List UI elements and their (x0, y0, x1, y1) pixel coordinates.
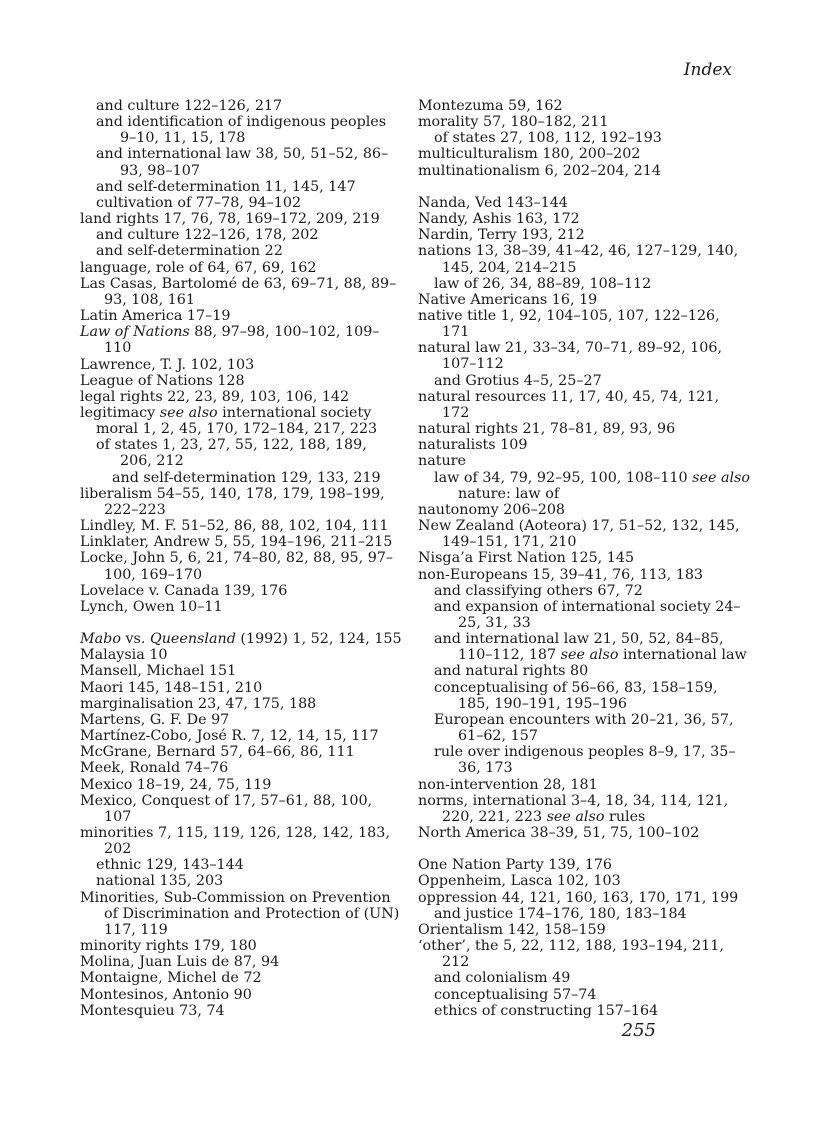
index-entry: multinationalism 6, 202–204, 214 (418, 162, 661, 179)
index-entry: morality 57, 180–182, 211 (418, 114, 609, 131)
index-entry-part: norms, international 3–4, 18, 34, 114, 121, 220, 221, 223 (418, 792, 729, 825)
index-entry: and self-determination 22 (96, 243, 283, 260)
page-number: 255 (621, 1020, 656, 1041)
index-entry-part: 88, 97–98, 100–102, 109–110 (104, 324, 380, 357)
index-entry: and colonialism 49 (434, 970, 571, 987)
index-entry (434, 631, 750, 663)
index-entry: and classifying others 67, 72 (434, 582, 643, 599)
index-entry: Montesquieu 73, 74 (80, 1002, 225, 1019)
index-entry-part: (1992) 1, 52, 124, 155 (235, 631, 402, 648)
index-entry: ethics of constructing 157–164 (434, 1002, 659, 1019)
index-entry: Oppenheim, Lasca 102, 103 (418, 873, 621, 890)
index-entry (80, 631, 402, 647)
index-entry (80, 405, 402, 421)
index-entry: ethnic 129, 143–144 (96, 857, 244, 874)
running-head: Index (683, 60, 732, 80)
index-entry: Martínez-Cobo, José R. 7, 12, 14, 15, 117 (80, 728, 379, 745)
index-entry: Maori 145, 148–151, 210 (80, 679, 263, 696)
index-entry: New Zealand (Aoteora) 17, 51–52, 132, 145, 149–151, 171, 210 (418, 518, 740, 551)
index-entry-part: Law of Nations (80, 324, 190, 341)
index-entry: marginalisation 23, 47, 175, 188 (80, 695, 317, 712)
index-entry: cultivation of 77–78, 94–102 (96, 194, 302, 211)
index-entry-part: nature: law of (458, 485, 560, 502)
index-entry: Nanda, Ved 143–144 (418, 194, 568, 211)
index-entry: One Nation Party 139, 176 (418, 857, 613, 874)
index-entry: rule over indigenous peoples 8–9, 17, 35–36, 173 (434, 744, 736, 777)
index-entry: naturalists 109 (418, 437, 528, 454)
index-entry-part: international law (618, 647, 747, 664)
index-entry-part: vs. (120, 631, 150, 648)
index-column-left (80, 98, 402, 1019)
index-entry-part: legitimacy (80, 404, 160, 421)
index-entry: land rights 17, 76, 78, 169–172, 209, 219 (80, 211, 380, 228)
index-entry-part: rules (604, 808, 646, 825)
index-entry: and culture 122–126, 217 (96, 98, 283, 114)
index-entry: Linklater, Andrew 5, 55, 194–196, 211–215 (80, 534, 393, 551)
index-entry: Montaigne, Michel de 72 (80, 970, 262, 987)
index-entry: Mansell, Michael 151 (80, 663, 237, 680)
index-entry (80, 324, 402, 356)
index-entry: moral 1, 2, 45, 170, 172–184, 217, 223 (96, 421, 378, 438)
index-entry: Martens, G. F. De 97 (80, 711, 230, 728)
index-entry: Lindley, M. F. 51–52, 86, 88, 102, 104, 111 (80, 518, 389, 535)
index-entry: European encounters with 20–21, 36, 57, 61–62, 157 (434, 711, 734, 745)
index-entry-part: Queensland (150, 631, 236, 648)
index-entry: ‘other’, the 5, 22, 112, 188, 193–194, 211, 212 (418, 938, 724, 971)
index-entry: Nandy, Ashis 163, 172 (418, 211, 580, 228)
index-entry: liberalism 54–55, 140, 178, 179, 198–199, 222–223 (80, 485, 385, 518)
index-entry: nations 13, 38–39, 41–42, 46, 127–129, 140, 145, 204, 214–215 (418, 243, 739, 276)
index-entry: Lynch, Owen 10–11 (80, 598, 223, 615)
index-entry: Nisga’a First Nation 125, 145 (418, 550, 635, 567)
index-entry: League of Nations 128 (80, 372, 245, 389)
index-entry: minorities 7, 115, 119, 126, 128, 142, 183, 202 (80, 825, 390, 858)
index-entry: oppression 44, 121, 160, 163, 170, 171, 199 (418, 889, 739, 906)
index-entry: and self-determination 129, 133, 219 (112, 469, 381, 486)
index-entry: Las Casas, Bartolomé de 63, 69–71, 88, 89–93, 108, 161 (80, 275, 397, 308)
index-entry: Lawrence, T. J. 102, 103 (80, 356, 255, 373)
index-entry: Latin America 17–19 (80, 308, 231, 325)
index-entry-part: see also (159, 404, 218, 421)
index-entry: Minorities, Sub-Commission on Prevention of Discrimination and Protection of (UN) 117, 119 (80, 889, 400, 938)
index-entry: Montezuma 59, 162 (418, 98, 563, 114)
index-entry: non-intervention 28, 181 (418, 776, 598, 793)
index-entry: of states 1, 23, 27, 55, 122, 188, 189, 206, 212 (96, 437, 367, 470)
index-entry: minority rights 179, 180 (80, 938, 257, 955)
index-entry: native title 1, 92, 104–105, 107, 122–126, 171 (418, 308, 720, 341)
index-entry: Montesinos, Antonio 90 (80, 986, 252, 1003)
index-entry: natural rights 21, 78–81, 89, 93, 96 (418, 421, 676, 438)
index-entry: Mexico 18–19, 24, 75, 119 (80, 776, 272, 793)
index-entry-part: see also (546, 808, 605, 825)
index-entry: Locke, John 5, 6, 21, 74–80, 82, 88, 95, 97–100, 169–170 (80, 550, 394, 583)
index-entry: language, role of 64, 67, 69, 162 (80, 259, 317, 276)
index-entry: and expansion of international society 24–25, 31, 33 (434, 598, 741, 631)
index-entry: Orientalism 142, 158–159 (418, 921, 606, 938)
index-entry (434, 470, 750, 502)
index-entry-part: law of 34, 79, 92–95, 100, 108–110 (434, 469, 693, 486)
index-entry: natural law 21, 33–34, 70–71, 89–92, 106, 107–112 (418, 340, 723, 373)
index-entry: nature (418, 453, 466, 470)
index-entry: and self-determination 11, 145, 147 (96, 178, 356, 195)
index-entry: conceptualising 57–74 (434, 986, 597, 1003)
index-entry: non-Europeans 15, 39–41, 76, 113, 183 (418, 566, 704, 583)
index-entry: natural resources 11, 17, 40, 45, 74, 121, 172 (418, 388, 720, 421)
index-entry: national 135, 203 (96, 873, 224, 890)
index-entry: Mexico, Conquest of 17, 57–61, 88, 100, 107 (80, 792, 373, 825)
index-entry: and identification of indigenous peoples 9–10, 11, 15, 178 (96, 114, 387, 147)
index-entry: Molina, Juan Luis de 87, 94 (80, 954, 280, 971)
index-entry: Malaysia 10 (80, 647, 168, 664)
index-entry-part: international society (217, 404, 372, 421)
index-entry-part: see also (692, 469, 750, 486)
index-entry (418, 793, 750, 825)
index-entry-part: and international law 21, 50, 52, 84–85, 110–112, 187 (434, 631, 724, 664)
index-column-right (418, 98, 750, 1019)
index-entry: Nardin, Terry 193, 212 (418, 227, 585, 244)
index-entry: Meek, Ronald 74–76 (80, 760, 229, 777)
index-entry: McGrane, Bernard 57, 64–66, 86, 111 (80, 744, 355, 761)
index-entry: and natural rights 80 (434, 663, 589, 680)
index-entry-part: see also (560, 647, 619, 664)
index-entry: nautonomy 206–208 (418, 501, 566, 518)
index-entry: Native Americans 16, 19 (418, 291, 598, 308)
index-entry: law of 26, 34, 88–89, 108–112 (434, 275, 652, 292)
index-entry: of states 27, 108, 112, 192–193 (434, 130, 662, 147)
index-entry: and justice 174–176, 180, 183–184 (434, 905, 687, 922)
index-entry: and international law 38, 50, 51–52, 86–93, 98–107 (96, 146, 389, 179)
index-entry: multiculturalism 180, 200–202 (418, 146, 641, 163)
index-entry-part: Mabo (80, 631, 121, 648)
index-entry: conceptualising of 56–66, 83, 158–159, 185, 190–191, 195–196 (434, 679, 718, 712)
index-entry: North America 38–39, 51, 75, 100–102 (418, 825, 700, 842)
index-entry: Lovelace v. Canada 139, 176 (80, 582, 288, 599)
index-entry: and culture 122–126, 178, 202 (96, 227, 319, 244)
index-entry: legal rights 22, 23, 89, 103, 106, 142 (80, 388, 350, 405)
index-entry: and Grotius 4–5, 25–27 (434, 372, 602, 389)
